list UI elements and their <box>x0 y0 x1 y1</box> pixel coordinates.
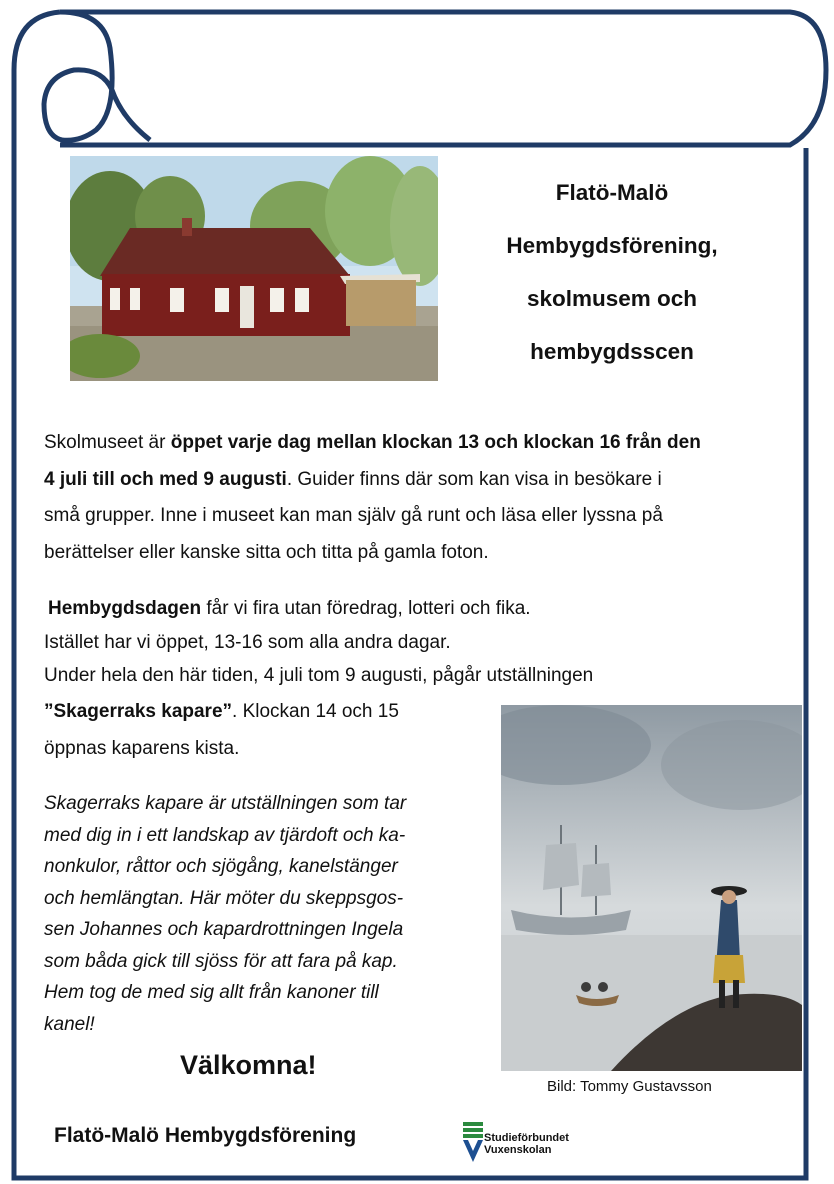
text-line: Under hela den här tiden, 4 juli tom 9 augusti, pågår utställningen <box>44 664 594 686</box>
museum-house-photo <box>70 156 438 381</box>
text-line: med dig in i ett landskap av tjärdoft och ka- <box>44 824 406 846</box>
page-title <box>488 166 736 378</box>
text-line: och hemlängtan. Här möter du skeppsgos- <box>44 887 404 909</box>
title-line: Hembygdsförening, <box>506 233 718 258</box>
vuxenskolan-logo-icon <box>462 1120 484 1164</box>
text-line: ”Skagerraks kapare”. Klockan 14 och 15 <box>44 701 399 722</box>
text-line: öppnas kaparens kista. <box>44 737 240 759</box>
text-line: Istället har vi öppet, 13-16 som alla andra dagar. <box>44 631 451 653</box>
text-line: Hembygdsdagen får vi fira utan föredrag, lotteri och fika. <box>48 598 531 619</box>
text-line: 4 juli till och med 9 augusti. Guider finns där som kan visa in besökare i <box>44 468 662 490</box>
title-line: skolmusem och <box>526 286 698 311</box>
pirate-ship-illustration <box>501 705 802 1071</box>
text-line: små grupper. Inne i museet kan man själv gå runt och läsa eller lyssna på <box>44 505 663 526</box>
studieforbundet-logo <box>462 1120 602 1164</box>
organization-name: Flatö-Malö Hembygdsförening <box>54 1124 357 1147</box>
text-line: Hem tog de med sig allt från kanoner till <box>44 982 379 1003</box>
title-line: Flatö-Malö <box>555 180 669 205</box>
image-caption: Bild: Tommy Gustavsson <box>547 1078 712 1095</box>
welcome-text: Välkomna! <box>180 1050 317 1080</box>
text-line: kanel! <box>44 1013 95 1035</box>
text-line: Skagerraks kapare är utställningen som tar <box>44 793 407 814</box>
opening-hours-paragraph <box>44 425 701 571</box>
title-line: hembygdsscen <box>530 339 694 364</box>
exhibition-description <box>44 788 406 1040</box>
text-line: nonkulor, råttor och sjögång, kanelstänger <box>44 856 398 877</box>
logo-text: Studieförbundet Vuxenskolan <box>484 1132 569 1156</box>
text-line: berättelser eller kanske sitta och titta på gamla foton. <box>44 541 489 563</box>
text-line: som båda gick till sjöss för att fara på kap. <box>44 950 398 972</box>
text-line: sen Johannes och kapardrottningen Ingela <box>44 919 404 940</box>
text-line: Skolmuseet är öppet varje dag mellan klockan 13 och klockan 16 från den <box>44 432 701 453</box>
